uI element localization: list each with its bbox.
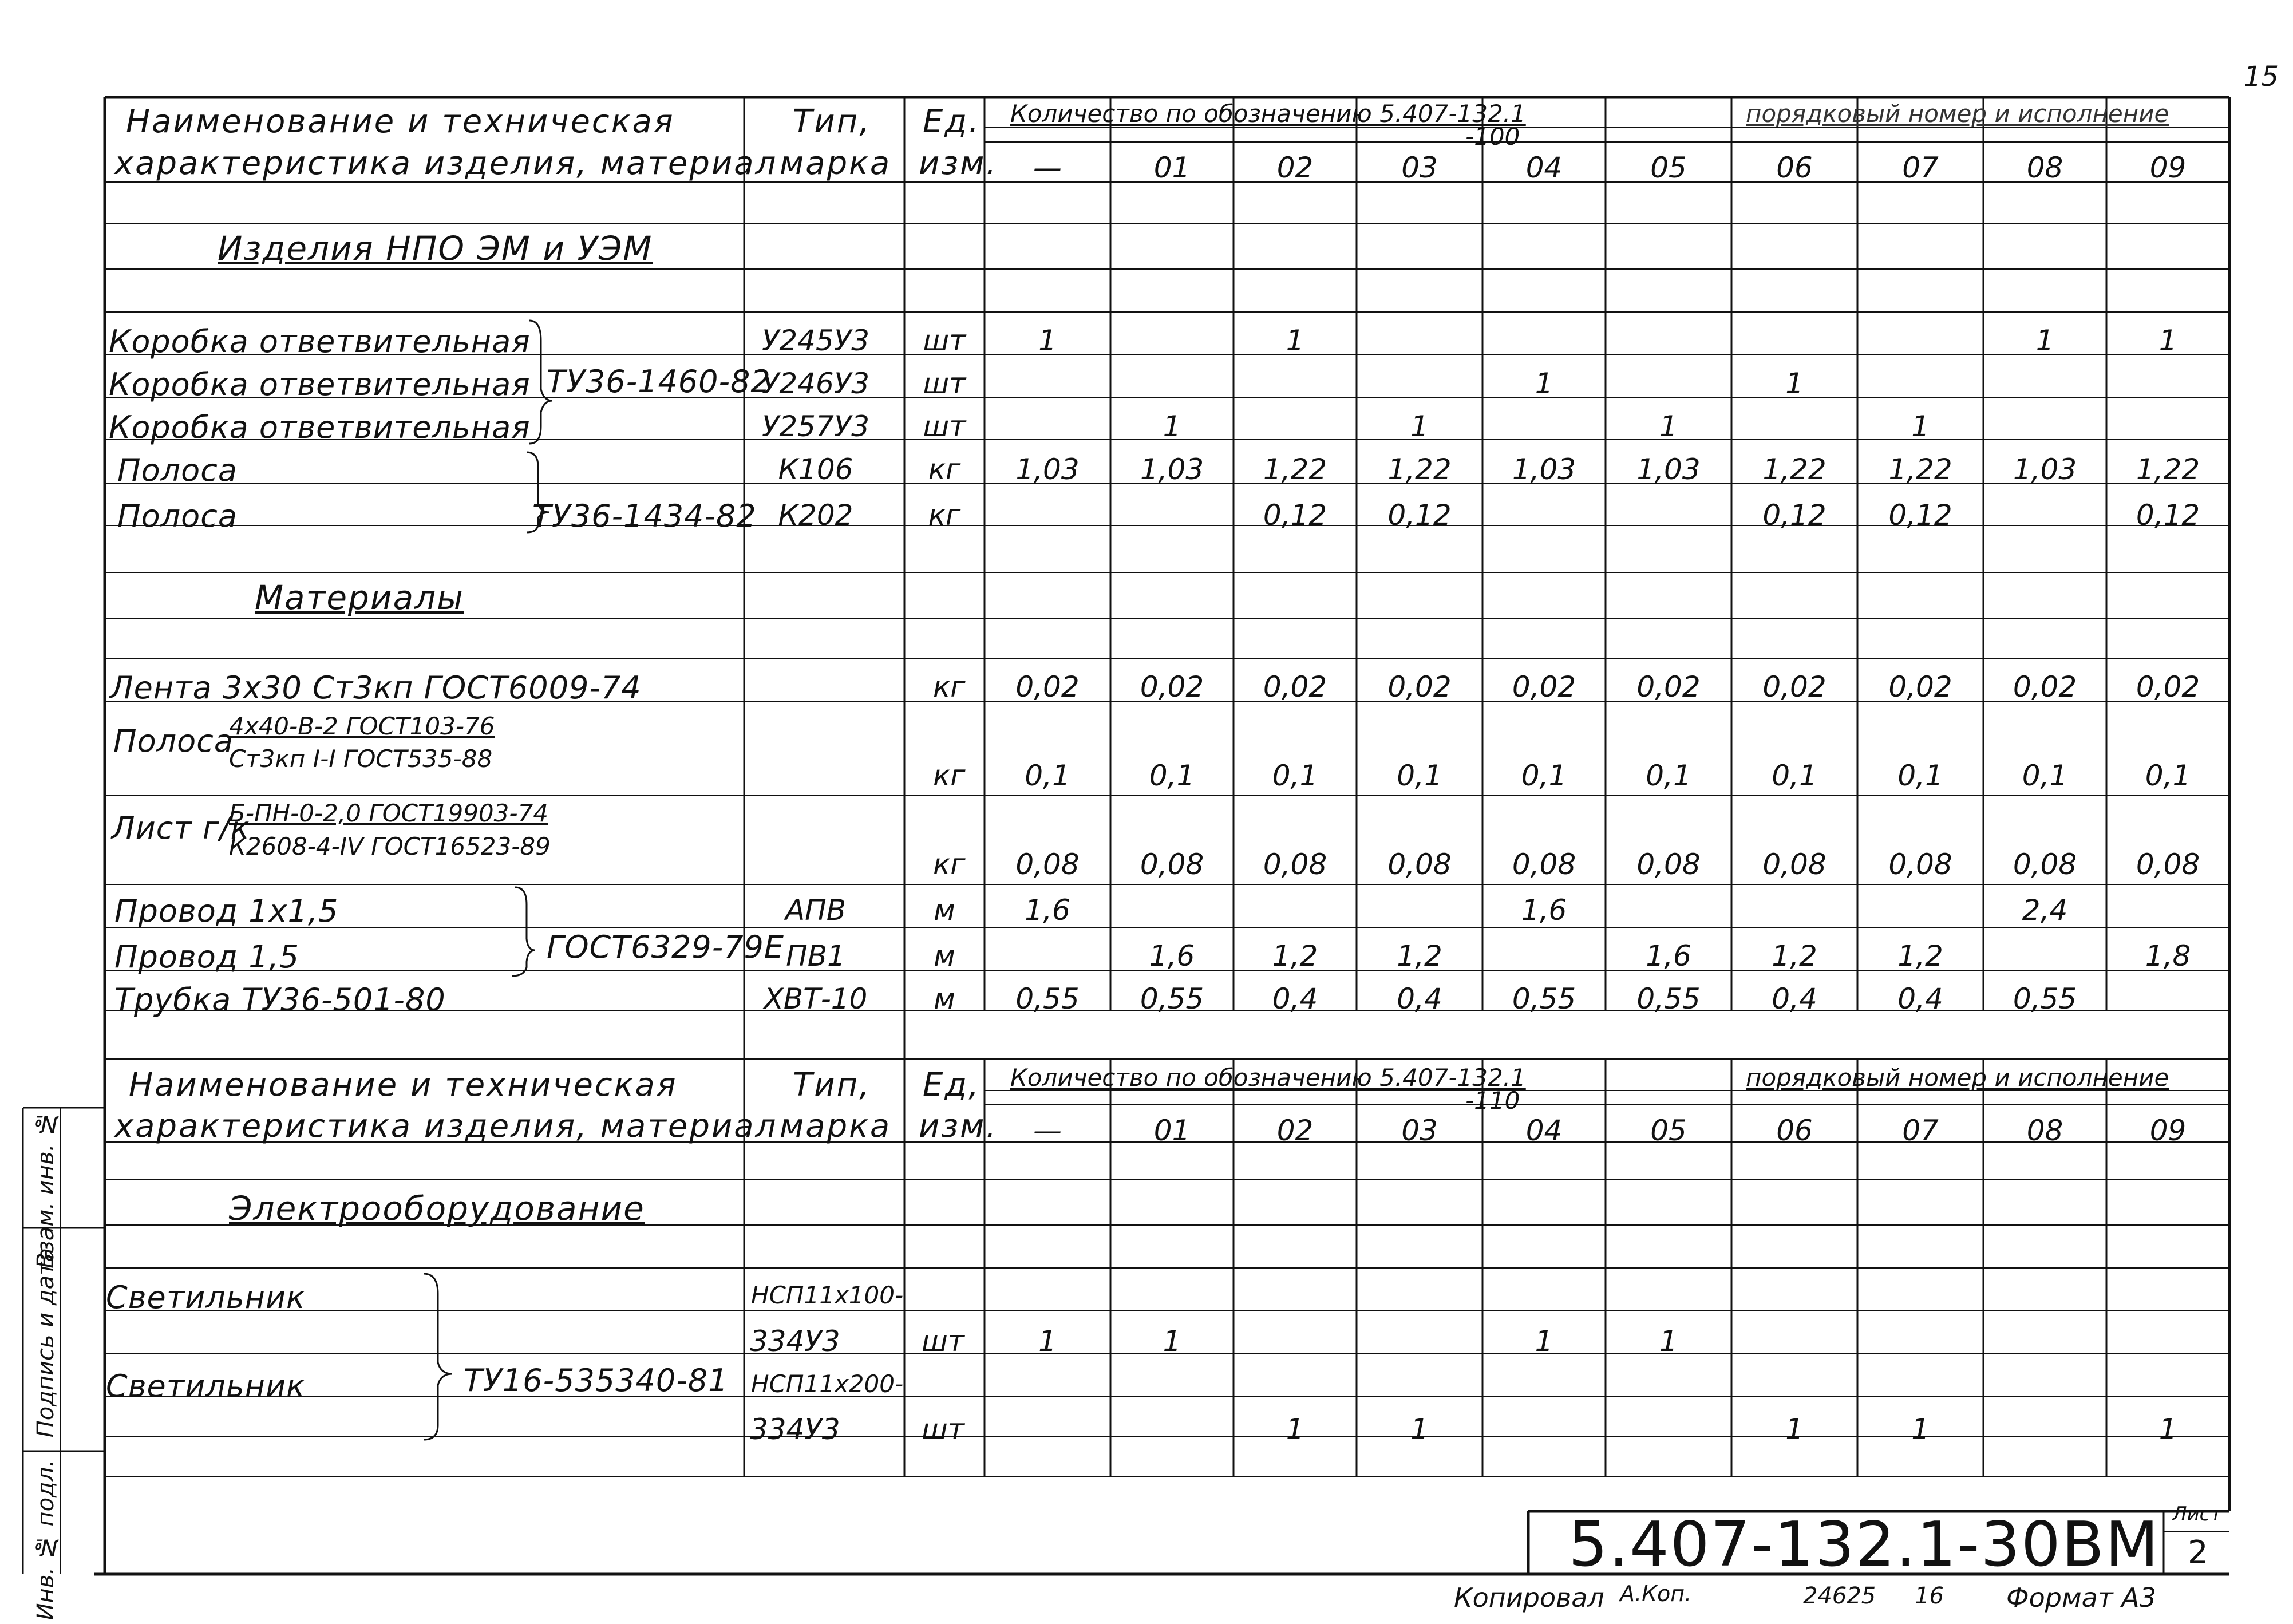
t1-wire1-type: ПВ1 [786,939,845,973]
t1-col-5: 05 [1650,151,1687,184]
t1-wire2-qty-7: 0,4 [1897,982,1943,1016]
t1-col-7: 07 [1902,151,1939,184]
lenta-unit: кг [933,670,966,704]
t1-qty-note: порядковый номер и исполнение [1746,100,2169,128]
t1-row4-qty-9: 0,12 [2136,499,2200,532]
t1-wire2-qty-6: 0,4 [1772,982,1817,1016]
lamp2-type2: 334У3 [750,1413,840,1446]
list-qty-5: 0,08 [1636,848,1701,881]
sheet-label: Лист [2172,1503,2222,1526]
t1-qty-suffix: -100 [1465,123,1520,151]
t1-col-0: — [1033,151,1062,184]
t1-row1-type: У246У3 [761,367,870,400]
list-qty-7: 0,08 [1888,848,1952,881]
t2-col-0: — [1033,1114,1062,1147]
list-prefix: Лист г/к [112,810,250,846]
t1-wire2-unit: м [934,982,955,1016]
t2-col-9: 09 [2149,1114,2187,1147]
t2-header-name-2: характеристика изделия, материал [114,1108,778,1145]
t1-col-8: 08 [2026,151,2063,184]
t1-wire1-qty-5: 1,6 [1646,939,1691,973]
polosa-qty-9: 0,1 [2145,759,2191,792]
t1-wire2-qty-4: 0,55 [1512,982,1576,1016]
t1-header-name-2: характеристика изделия, материал [114,145,778,182]
footer-format: Формат А3 [2006,1582,2156,1613]
t1-header-type-2: марка [780,145,892,182]
t2-header-type-1: Тип, [793,1066,872,1104]
t1-wire1-unit: м [934,939,955,973]
lamp2-type1: НСП11х200- [751,1370,904,1398]
lamp1-type2: 334У3 [750,1325,840,1358]
brace-lamps [424,1274,452,1440]
t2-col-3: 03 [1401,1114,1438,1147]
t1-header-name-1: Наименование и техническая [126,103,675,140]
t1-row0-qty-2: 1 [1286,324,1304,357]
t1-row3-qty-7: 1,22 [1888,453,1952,486]
t1-row3-qty-8: 1,03 [2013,453,2077,486]
t1-section-npo: Изделия НПО ЭМ и УЭМ [218,229,653,268]
lenta-qty-3: 0,02 [1387,670,1452,704]
t2-header-unit-2: изм. [919,1108,998,1145]
t1-wire1-qty-1: 1,6 [1149,939,1195,973]
t1-row2-name: Коробка ответвительная [109,409,531,445]
brace-wires [512,887,535,976]
lenta-qty-1: 0,02 [1140,670,1204,704]
lenta-name: Лента 3х30 Ст3кп ГОСТ6009-74 [110,670,642,706]
polosa-unit: кг [933,759,966,792]
lamp1-qty-0: 1 [1038,1325,1057,1358]
t1-row4-unit: кг [928,499,961,532]
t2-col-1: 01 [1153,1114,1191,1147]
t1-row1-qty-6: 1 [1785,367,1804,400]
t1-wire0-name: Провод 1х1,5 [114,893,339,929]
lenta-qty-6: 0,02 [1762,670,1827,704]
t1-row0-qty-8: 1 [2035,324,2054,357]
polosa-qty-3: 0,1 [1397,759,1442,792]
t1-wire0-qty-0: 1,6 [1025,894,1070,927]
t1-wire1-qty-9: 1,8 [2145,939,2191,973]
t2-header-type-2: марка [780,1108,892,1145]
t1-section-materials: Материалы [255,578,464,617]
t1-col-4: 04 [1525,151,1563,184]
t1-wire2-qty-8: 0,55 [2013,982,2077,1016]
lamp1-type1: НСП11х100- [751,1281,904,1309]
t1-wire2-qty-2: 0,4 [1272,982,1318,1016]
footer-order: 24625 [1803,1583,1876,1609]
t2-col-5: 05 [1650,1114,1687,1147]
polosa-bottom: Ст3кп I-I ГОСТ535-88 [229,745,493,773]
t2-col-7: 07 [1902,1114,1939,1147]
t2-header-unit-1: Ед, [923,1066,981,1104]
footer-signature: А.Коп. [1620,1581,1692,1606]
footer-num: 16 [1915,1583,1944,1609]
list-unit: кг [933,848,966,881]
t1-header-type-1: Тип, [793,103,872,140]
t1-row1-unit: шт [923,367,966,400]
t1-qty-title: Количество по обозначению 5.407-132.1 [1010,100,1526,128]
lamp2-qty-2: 1 [1286,1413,1304,1446]
t1-row4-qty-2: 0,12 [1263,499,1327,532]
polosa-prefix: Полоса [113,723,234,759]
list-qty-3: 0,08 [1387,848,1452,881]
list-qty-1: 0,08 [1140,848,1204,881]
polosa-qty-1: 0,1 [1149,759,1195,792]
wire-spec: ГОСТ6329-79Е [547,929,785,965]
footer-copied: Копировал [1454,1582,1604,1613]
t1-row0-qty-9: 1 [2158,324,2177,357]
t1-wire2-qty-1: 0,55 [1140,982,1204,1016]
t1-wire2-name: Трубка ТУ36-501-80 [114,982,446,1018]
lenta-qty-0: 0,02 [1015,670,1080,704]
t1-row2-qty-1: 1 [1163,410,1181,443]
t1-row4-qty-7: 0,12 [1888,499,1952,532]
t1-col-2: 02 [1276,151,1314,184]
lamp1-name: Светильник [106,1279,306,1315]
t1-wire1-qty-6: 1,2 [1772,939,1817,973]
t1-row4-name: Полоса [117,498,238,534]
t1-group2-spec: ТУ36-1434-82 [532,498,757,534]
t1-row3-qty-4: 1,03 [1512,453,1576,486]
list-qty-8: 0,08 [2013,848,2077,881]
list-qty-4: 0,08 [1512,848,1576,881]
sheet-number: 2 [2188,1534,2208,1571]
side-stamp-inv: Инв. № подл. [33,1460,59,1621]
polosa-qty-5: 0,1 [1646,759,1691,792]
t1-row3-type: К106 [778,453,853,486]
t2-qty-title: Количество по обозначению 5.407-132.1 [1010,1064,1526,1092]
t1-row2-type: У257У3 [761,410,870,443]
t1-row2-unit: шт [923,410,966,443]
document-code: 5.407-132.1-30ВМ [1568,1509,2160,1580]
t1-row0-unit: шт [923,324,966,357]
list-qty-9: 0,08 [2136,848,2200,881]
t1-row3-qty-5: 1,03 [1636,453,1701,486]
polosa-qty-2: 0,1 [1272,759,1318,792]
t1-wire1-qty-2: 1,2 [1272,939,1318,973]
t2-section-electro: Электрооборудование [229,1189,645,1228]
t2-qty-suffix: -110 [1465,1086,1520,1115]
t1-row3-qty-2: 1,22 [1263,453,1327,486]
t1-row2-qty-3: 1 [1410,410,1429,443]
lamp1-qty-4: 1 [1535,1325,1553,1358]
t1-group1-spec: ТУ36-1460-82 [547,363,771,400]
t1-wire2-qty-3: 0,4 [1397,982,1442,1016]
list-top: Б-ПН-0-2,0 ГОСТ19903-74 [229,799,548,827]
t1-row3-qty-0: 1,03 [1015,453,1080,486]
t1-wire0-unit: м [934,894,955,927]
polosa-qty-0: 0,1 [1025,759,1070,792]
lenta-qty-8: 0,02 [2013,670,2077,704]
t1-row3-unit: кг [928,453,961,486]
lamp1-qty-1: 1 [1163,1325,1181,1358]
polosa-qty-7: 0,1 [1897,759,1943,792]
t2-header-name-1: Наименование и техническая [129,1066,678,1104]
polosa-top: 4х40-В-2 ГОСТ103-76 [229,712,495,740]
t1-row2-qty-5: 1 [1659,410,1678,443]
lamp1-qty-5: 1 [1659,1325,1678,1358]
lamp2-name: Светильник [106,1368,306,1404]
t1-row1-qty-4: 1 [1535,367,1553,400]
t1-row0-name: Коробка ответвительная [109,323,531,359]
t1-col-3: 03 [1401,151,1438,184]
t1-wire1-qty-7: 1,2 [1897,939,1943,973]
t1-row3-qty-9: 1,22 [2136,453,2200,486]
t1-row4-type: К202 [778,499,853,532]
lenta-qty-5: 0,02 [1636,670,1701,704]
t1-col-9: 09 [2149,151,2187,184]
lamp2-qty-9: 1 [2158,1413,2177,1446]
t2-col-2: 02 [1276,1114,1314,1147]
t1-header-unit-2: изм. [919,145,998,182]
lenta-qty-2: 0,02 [1263,670,1327,704]
t1-wire2-qty-0: 0,55 [1015,982,1080,1016]
t1-wire0-qty-8: 2,4 [2022,894,2068,927]
list-qty-6: 0,08 [1762,848,1827,881]
t1-row1-name: Коробка ответвительная [109,366,531,402]
t1-header-unit-1: Ед. [923,103,981,140]
list-bottom: К2608-4-IV ГОСТ16523-89 [229,832,551,860]
lamp2-qty-3: 1 [1410,1413,1429,1446]
page-number: 15 [2244,61,2279,93]
t1-wire0-qty-4: 1,6 [1521,894,1567,927]
t2-col-6: 06 [1776,1114,1813,1147]
lamp2-unit: шт [922,1413,964,1446]
polosa-qty-6: 0,1 [1772,759,1817,792]
t1-row3-qty-3: 1,22 [1387,453,1452,486]
list-qty-0: 0,08 [1015,848,1080,881]
t1-row0-type: У245У3 [761,324,870,357]
t1-row3-qty-1: 1,03 [1140,453,1204,486]
lenta-qty-7: 0,02 [1888,670,1952,704]
side-stamp-vzam: Взам. инв. № [33,1111,59,1269]
list-qty-2: 0,08 [1263,848,1327,881]
t1-wire2-qty-5: 0,55 [1636,982,1701,1016]
t2-col-4: 04 [1525,1114,1563,1147]
t1-col-1: 01 [1153,151,1191,184]
t1-wire0-type: АПВ [785,894,847,927]
lamp-spec: ТУ16-535340-81 [464,1362,729,1398]
t1-row3-qty-6: 1,22 [1762,453,1827,486]
t1-col-6: 06 [1776,151,1813,184]
lamp1-unit: шт [922,1325,964,1358]
side-stamp-sign: Подпись и дата [33,1248,59,1438]
lamp2-qty-6: 1 [1785,1413,1804,1446]
t1-row2-qty-7: 1 [1911,410,1930,443]
polosa-qty-4: 0,1 [1521,759,1567,792]
lenta-qty-4: 0,02 [1512,670,1576,704]
t1-row4-qty-6: 0,12 [1762,499,1827,532]
t1-row4-qty-3: 0,12 [1387,499,1452,532]
t1-wire1-name: Провод 1,5 [114,939,300,975]
t1-wire2-type: ХВТ-10 [764,982,868,1016]
t2-col-8: 08 [2026,1114,2063,1147]
lenta-qty-9: 0,02 [2136,670,2200,704]
t1-row3-name: Полоса [117,452,238,488]
t1-wire1-qty-3: 1,2 [1397,939,1442,973]
t1-row0-qty-0: 1 [1038,324,1057,357]
t2-qty-note: порядковый номер и исполнение [1746,1064,2169,1092]
polosa-qty-8: 0,1 [2022,759,2068,792]
lamp2-qty-7: 1 [1911,1413,1930,1446]
